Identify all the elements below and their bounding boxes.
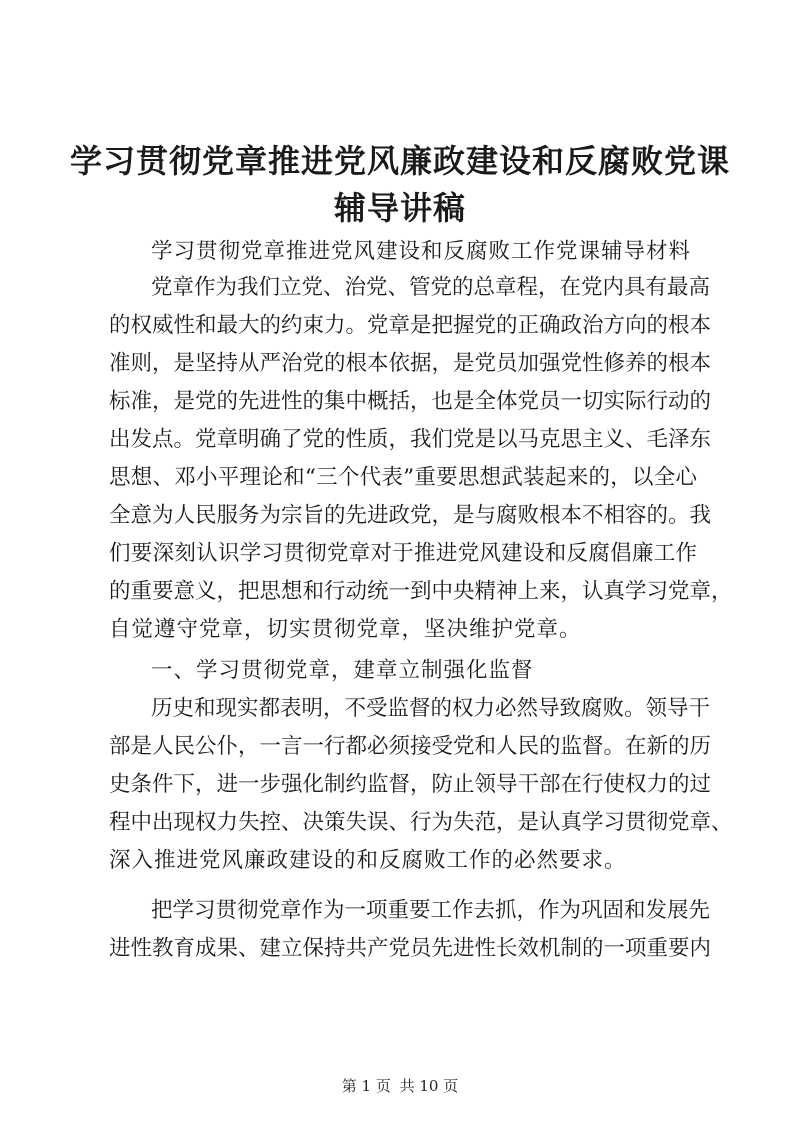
body-line: 程中出现权力失控、决策失误、行为失范，是认真学习贯彻党章、: [109, 810, 733, 835]
body-line: 历史和现实都表明，不受监督的权力必然导致腐败。领导干: [151, 696, 711, 721]
body-line: 史条件下，进一步强化制约监督，防止领导干部在行使权力的过: [109, 772, 712, 797]
body-line: 进性教育成果、建立保持共产党员先进性长效机制的一项重要内: [109, 936, 712, 961]
document-subtitle: 学习贯彻党章推进党风建设和反腐败工作党课辅导材料: [151, 239, 692, 264]
body-line: 自觉遵守党章，切实贯彻党章，坚决维护党章。: [109, 617, 582, 642]
page-number: 第 1 页: [341, 1077, 391, 1095]
body-line: 全意为人民服务为宗旨的先进政党，是与腐败根本不相容的。我: [109, 503, 712, 528]
body-line: 标准，是党的先进性的集中概括，也是全体党员一切实际行动的: [109, 389, 712, 414]
body-line: 把学习贯彻党章作为一项重要工作去抓，作为巩固和发展先: [151, 898, 711, 923]
body-line: 的重要意义，把思想和行动统一到中央精神上来，认真学习党章，: [109, 579, 733, 604]
body-line: 出发点。党章明确了党的性质，我们党是以马克思主义、毛泽东: [109, 427, 712, 452]
body-line: 思想、邓小平理论和“三个代表”重要思想武装起来的，以全心: [109, 465, 697, 490]
document-title-line-2: 辅导讲稿: [333, 189, 466, 227]
total-pages: 共 10 页: [399, 1077, 459, 1095]
document-title-line-1: 学习贯彻党章推进党风廉政建设和反腐败党课: [69, 142, 730, 180]
page-footer: [0, 1079, 800, 1094]
body-line: 深入推进党风廉政建设的和反腐败工作的必然要求。: [109, 848, 627, 873]
body-line: 党章作为我们立党、治党、管党的总章程，在党内具有最高: [151, 275, 711, 300]
body-line: 部是人民公仆，一言一行都必须接受党和人民的监督。在新的历: [109, 734, 712, 759]
body-line: 的权威性和最大的约束力。党章是把握党的正确政治方向的根本: [109, 313, 712, 338]
body-line: 准则，是坚持从严治党的根本依据，是党员加强党性修养的根本: [109, 351, 712, 376]
section-heading: 一、学习贯彻党章，建章立制强化监督: [151, 658, 534, 683]
body-line: 们要深刻认识学习贯彻党章对于推进党风建设和反腐倡廉工作: [109, 541, 697, 566]
